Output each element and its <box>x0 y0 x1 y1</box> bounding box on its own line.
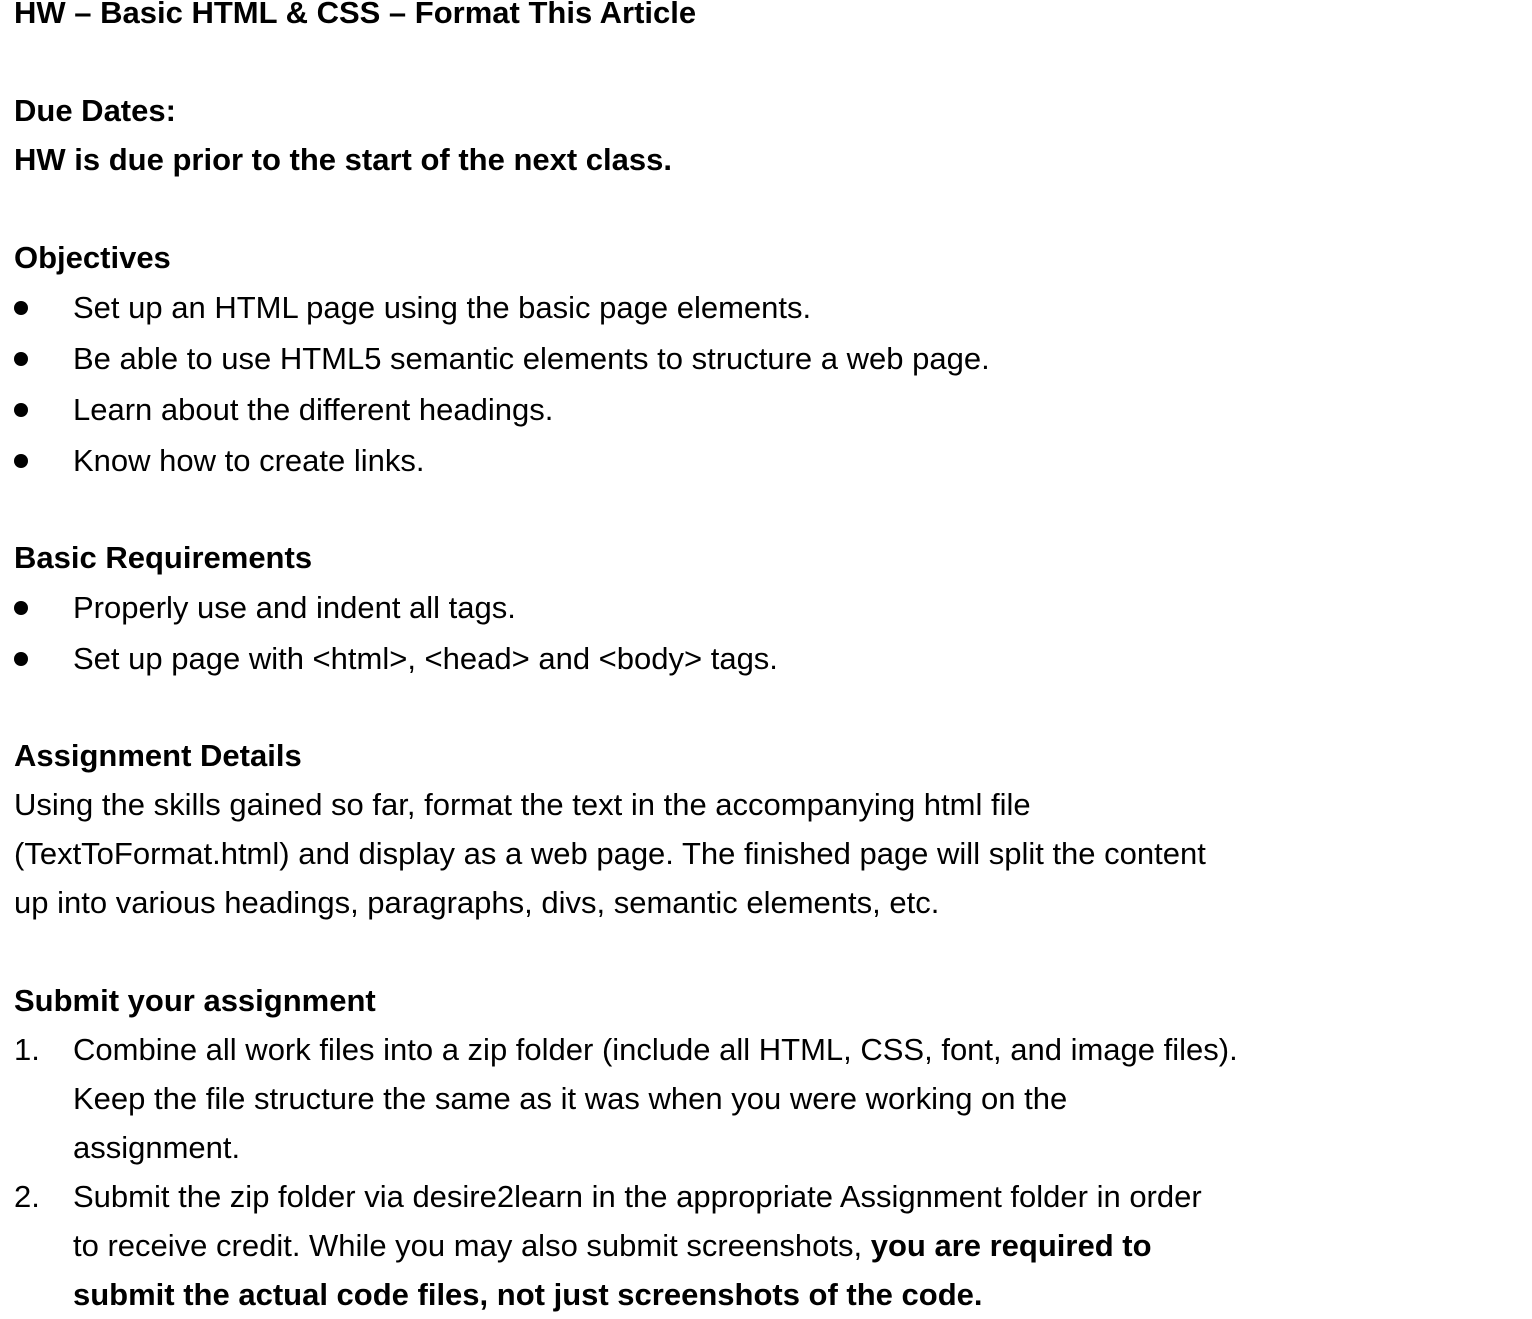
spacer <box>14 684 1514 731</box>
bullet-icon <box>14 301 28 315</box>
details-line: Using the skills gained so far, format the text in the accompanying html file <box>14 787 1031 822</box>
list-item-text: Set up page with <html>, <head> and <body> tags. <box>73 641 778 676</box>
bullet-icon <box>14 454 28 468</box>
list-item <box>14 633 1514 684</box>
requirements-heading: Basic Requirements <box>14 540 313 575</box>
document-title: HW – Basic HTML & CSS – Format This Article <box>14 0 697 30</box>
step-line: Combine all work files into a zip folder (include all HTML, CSS, font, and image files). <box>73 1032 1238 1067</box>
details-heading: Assignment Details <box>14 738 302 773</box>
list-item <box>14 333 1514 384</box>
list-item <box>14 1025 1514 1172</box>
list-item-text: Learn about the different headings. <box>73 392 554 427</box>
bullet-icon <box>14 652 28 666</box>
step-line: Keep the file structure the same as it was when you were working on the <box>73 1081 1068 1116</box>
bullet-icon <box>14 403 28 417</box>
step-emphasis: you are required to <box>870 1228 1152 1263</box>
step-text: to receive credit. While you may also submit screenshots, <box>73 1228 871 1263</box>
objectives-list <box>14 282 1514 486</box>
step-number: 2. <box>14 1179 40 1214</box>
list-item-text: Set up an HTML page using the basic page elements. <box>73 290 812 325</box>
due-dates-heading: Due Dates: <box>14 93 176 128</box>
due-dates-text: HW is due prior to the start of the next class. <box>14 142 672 177</box>
document-page <box>14 0 1514 1319</box>
step-line: assignment. <box>73 1130 241 1165</box>
details-line: (TextToFormat.html) and display as a web page. The finished page will split the content <box>14 836 1206 871</box>
objectives-heading: Objectives <box>14 240 171 275</box>
spacer <box>14 37 1514 86</box>
bullet-icon <box>14 601 28 615</box>
submit-heading: Submit your assignment <box>14 983 376 1018</box>
list-item <box>14 384 1514 435</box>
list-item <box>14 282 1514 333</box>
step-emphasis-line: submit the actual code files, not just screenshots of the code. <box>73 1277 983 1312</box>
list-item-text: Know how to create links. <box>73 443 425 478</box>
list-item-text: Be able to use HTML5 semantic elements to structure a web page. <box>73 341 990 376</box>
spacer <box>14 486 1514 533</box>
list-item-text: Properly use and indent all tags. <box>73 590 516 625</box>
details-line: up into various headings, paragraphs, divs, semantic elements, etc. <box>14 885 940 920</box>
list-item <box>14 582 1514 633</box>
submit-steps <box>14 1025 1514 1319</box>
spacer <box>14 927 1514 976</box>
list-item <box>14 1172 1514 1319</box>
step-line <box>73 1221 1473 1270</box>
spacer <box>14 184 1514 233</box>
bullet-icon <box>14 352 28 366</box>
list-item <box>14 435 1514 486</box>
step-line: Submit the zip folder via desire2learn in the appropriate Assignment folder in order <box>73 1179 1202 1214</box>
requirements-list <box>14 582 1514 684</box>
step-number: 1. <box>14 1032 40 1067</box>
